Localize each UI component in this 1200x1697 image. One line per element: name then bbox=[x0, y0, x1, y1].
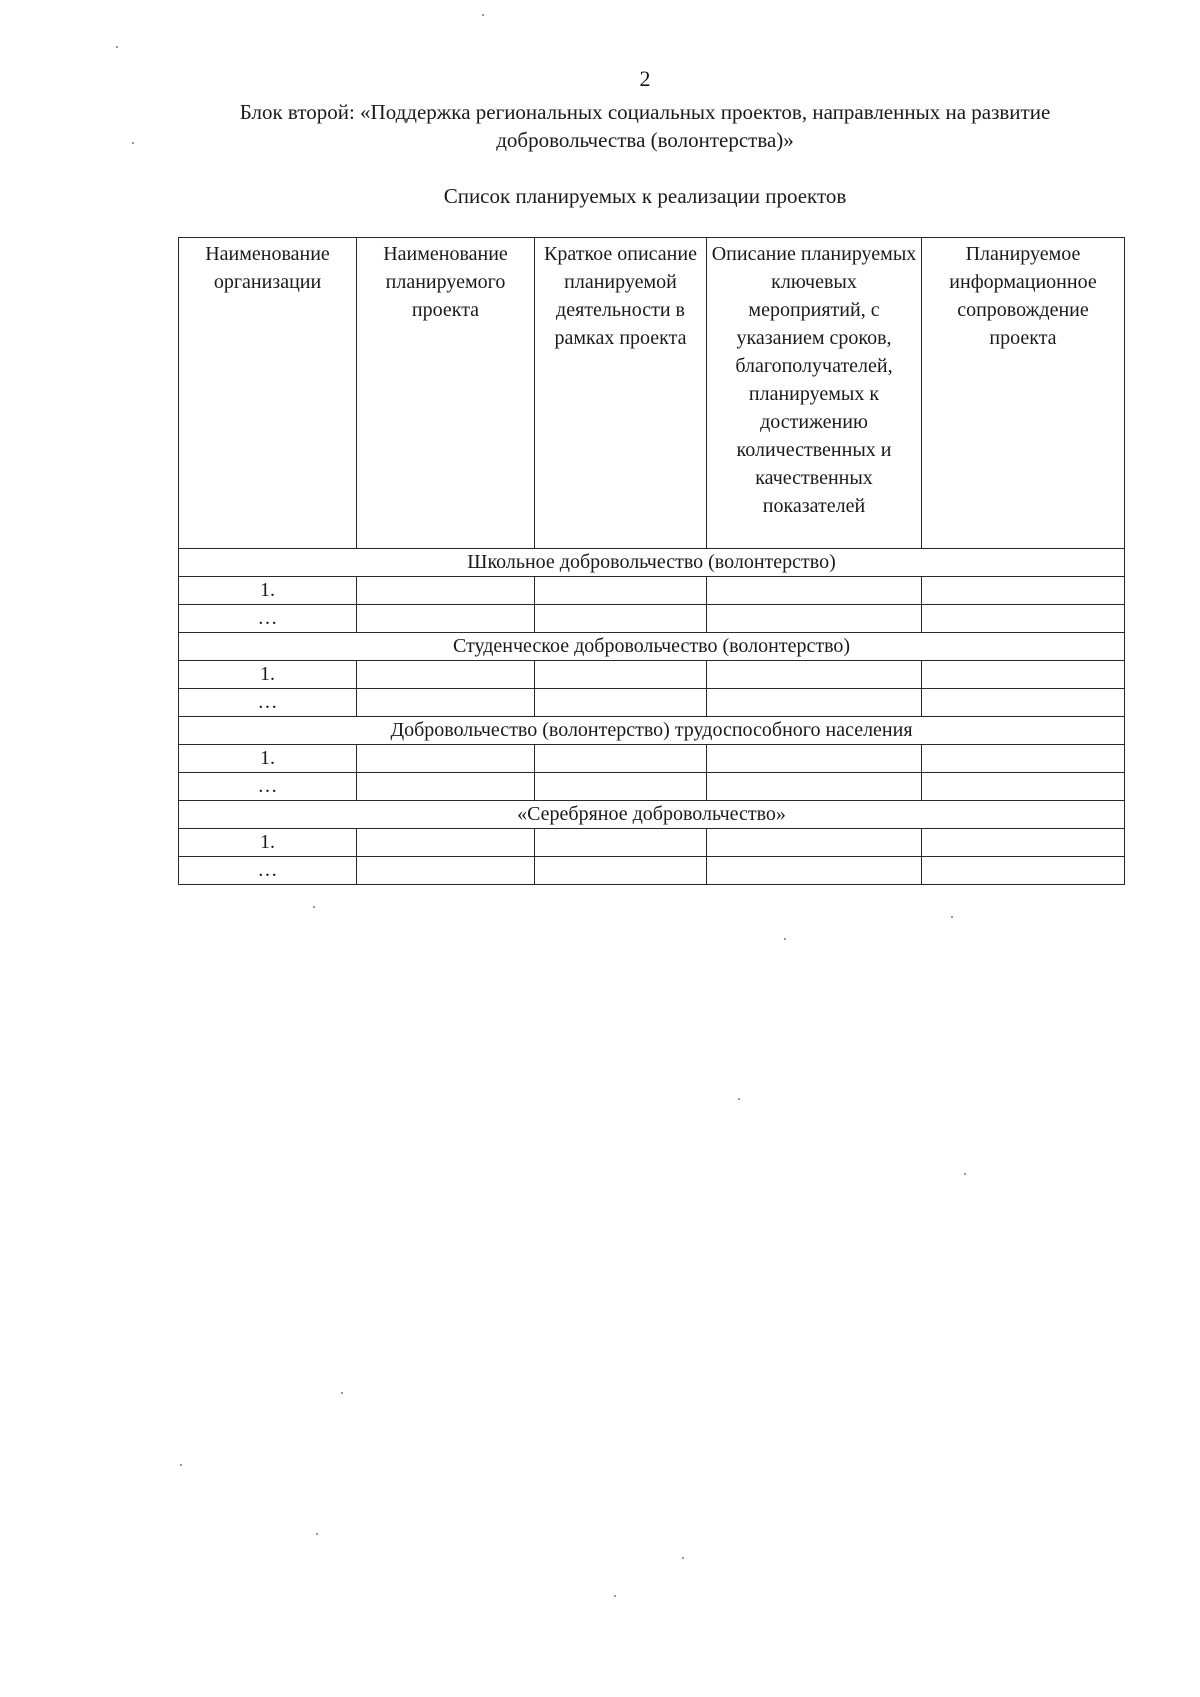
scan-speck bbox=[116, 46, 118, 48]
scan-speck bbox=[482, 14, 484, 16]
scan-speck bbox=[784, 938, 786, 940]
table-cell bbox=[535, 577, 707, 605]
table-title: Список планируемых к реализации проектов bbox=[443, 184, 847, 208]
table-cell bbox=[357, 661, 535, 689]
table-cell bbox=[707, 745, 922, 773]
row-number: 1. bbox=[179, 829, 357, 857]
table-row bbox=[179, 577, 1125, 605]
section-title: Студенческое добровольчество (волонтерство) bbox=[179, 633, 1125, 661]
table-cell bbox=[707, 689, 922, 717]
table-cell bbox=[922, 745, 1125, 773]
table-cell bbox=[922, 857, 1125, 885]
table-cell bbox=[535, 605, 707, 633]
table-cell bbox=[535, 745, 707, 773]
table-cell bbox=[357, 829, 535, 857]
projects-table bbox=[178, 237, 1125, 885]
section-row-school bbox=[179, 549, 1125, 577]
scan-speck bbox=[132, 142, 134, 144]
section-row-working-age bbox=[179, 717, 1125, 745]
page-number: 2 bbox=[639, 66, 651, 91]
scan-speck bbox=[313, 906, 315, 908]
table-cell bbox=[707, 605, 922, 633]
table-cell bbox=[535, 689, 707, 717]
section-row-silver bbox=[179, 801, 1125, 829]
scan-speck bbox=[180, 1464, 182, 1466]
table-cell bbox=[707, 829, 922, 857]
table-cell bbox=[357, 605, 535, 633]
table-cell bbox=[357, 745, 535, 773]
table-cell bbox=[535, 661, 707, 689]
table-row bbox=[179, 829, 1125, 857]
section-row-student bbox=[179, 633, 1125, 661]
section-title: Школьное добровольчество (волонтерство) bbox=[179, 549, 1125, 577]
row-number: … bbox=[179, 689, 357, 717]
table-cell bbox=[922, 773, 1125, 801]
table-row bbox=[179, 661, 1125, 689]
scan-speck bbox=[682, 1557, 684, 1559]
table-row bbox=[179, 773, 1125, 801]
column-header-activity-description: Краткое описание планируемой деятельности в рамках проекта bbox=[535, 238, 707, 549]
table-cell bbox=[535, 857, 707, 885]
row-number: … bbox=[179, 857, 357, 885]
section-title: «Серебряное добровольчество» bbox=[179, 801, 1125, 829]
table-cell bbox=[922, 577, 1125, 605]
table-cell bbox=[707, 577, 922, 605]
table-row bbox=[179, 745, 1125, 773]
scan-speck bbox=[951, 916, 953, 918]
column-header-project-name: Наименование планируемого проекта bbox=[357, 238, 535, 549]
scan-speck bbox=[614, 1595, 616, 1597]
table-header-row bbox=[179, 238, 1125, 549]
table-cell bbox=[707, 773, 922, 801]
scan-speck bbox=[738, 1098, 740, 1100]
column-header-key-events: Описание планируемых ключевых мероприятий, с указанием сроков, благополучателей, планируемых к достижению количественных и качественных показателей bbox=[707, 238, 922, 549]
table-cell bbox=[357, 773, 535, 801]
row-number: 1. bbox=[179, 577, 357, 605]
table-cell bbox=[922, 689, 1125, 717]
scan-speck bbox=[964, 1173, 966, 1175]
row-number: … bbox=[179, 773, 357, 801]
table-row bbox=[179, 857, 1125, 885]
table-cell bbox=[922, 605, 1125, 633]
row-number: … bbox=[179, 605, 357, 633]
table-cell bbox=[357, 689, 535, 717]
column-header-organization: Наименование организации bbox=[179, 238, 357, 549]
row-number: 1. bbox=[179, 745, 357, 773]
row-number: 1. bbox=[179, 661, 357, 689]
table-row bbox=[179, 605, 1125, 633]
table-row bbox=[179, 689, 1125, 717]
table-cell bbox=[535, 829, 707, 857]
scan-speck bbox=[341, 1392, 343, 1394]
table-cell bbox=[357, 577, 535, 605]
table-cell bbox=[535, 773, 707, 801]
scan-speck bbox=[316, 1533, 318, 1535]
column-header-info-support: Планируемое информационное сопровождение проекта bbox=[922, 238, 1125, 549]
block-heading: Блок второй: «Поддержка региональных социальных проектов, направленных на развитие добровольчества (волонтерства)» bbox=[239, 100, 1051, 152]
table-cell bbox=[357, 857, 535, 885]
table-cell bbox=[922, 661, 1125, 689]
table-cell bbox=[707, 857, 922, 885]
table-cell bbox=[707, 661, 922, 689]
table-cell bbox=[922, 829, 1125, 857]
section-title: Добровольчество (волонтерство) трудоспособного населения bbox=[179, 717, 1125, 745]
